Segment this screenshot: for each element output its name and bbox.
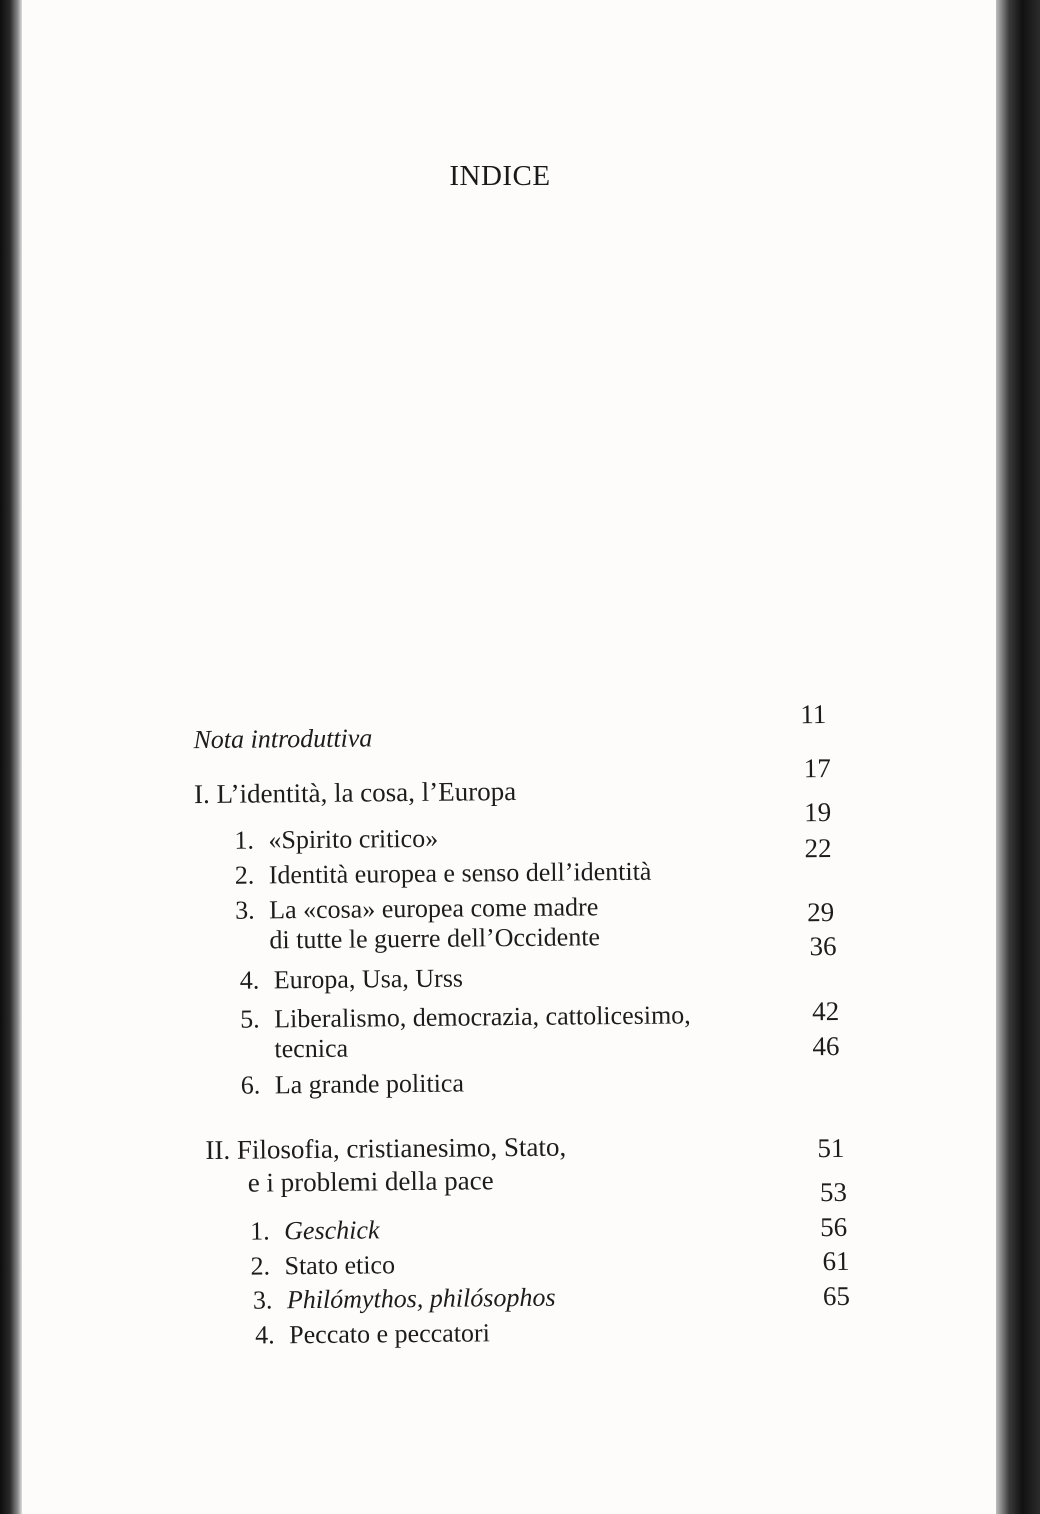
toc-page-number: 19 bbox=[804, 797, 832, 828]
toc-chapter-continuation: e i problemi della pace bbox=[247, 1165, 494, 1198]
toc-chapter-title: L’identità, la cosa, l’Europa bbox=[216, 776, 517, 809]
toc-section bbox=[234, 824, 438, 856]
toc-section-title: «Spirito critico» bbox=[268, 823, 439, 855]
toc-section bbox=[240, 1000, 691, 1034]
toc-section-number: 5. bbox=[240, 1004, 260, 1034]
toc-section bbox=[240, 964, 463, 996]
toc-chapter-1 bbox=[194, 776, 516, 809]
toc-section-title: Liberalismo, democrazia, cattolicesimo, bbox=[274, 1000, 691, 1034]
toc-section-number: 2. bbox=[250, 1251, 271, 1281]
toc-entry-title: Nota introduttiva bbox=[193, 723, 373, 755]
toc-section bbox=[255, 1318, 490, 1350]
toc-section-number: 4. bbox=[255, 1320, 275, 1350]
toc-section-title: La «cosa» europea come madre bbox=[268, 892, 599, 925]
toc-page-number: 17 bbox=[803, 753, 831, 784]
toc-section bbox=[253, 1283, 556, 1316]
toc-section-number: 4. bbox=[239, 965, 260, 995]
toc-section-number: 2. bbox=[234, 860, 255, 890]
toc-section-title: Europa, Usa, Urss bbox=[273, 963, 464, 995]
toc-section-number: 3. bbox=[252, 1285, 273, 1315]
toc-section-number: 6. bbox=[240, 1070, 261, 1100]
toc-section bbox=[235, 892, 598, 925]
toc-page-number: 53 bbox=[819, 1176, 848, 1208]
toc-section-number: 3. bbox=[234, 895, 255, 925]
toc-section-title: La grande politica bbox=[274, 1068, 465, 1100]
toc-chapter-number: I. bbox=[193, 778, 210, 810]
toc-section-title: Philómythos, philósophos bbox=[286, 1282, 556, 1315]
page-title: INDICE bbox=[449, 160, 551, 192]
toc-section-title: Stato etico bbox=[284, 1250, 396, 1281]
toc-section bbox=[250, 1215, 380, 1246]
toc-section-continuation: tecnica bbox=[274, 1033, 349, 1064]
toc-section-number: 1. bbox=[250, 1216, 270, 1246]
toc-page-number: 29 bbox=[807, 896, 835, 928]
toc-section-title: Identità europea e senso dell’identità bbox=[268, 856, 652, 890]
toc-section-continuation: di tutte le guerre dell’Occidente bbox=[269, 922, 601, 955]
toc-section bbox=[250, 1250, 395, 1281]
toc-page-number: 61 bbox=[822, 1245, 850, 1277]
toc-page-number: 51 bbox=[817, 1132, 845, 1164]
toc-section-title: Geschick bbox=[284, 1215, 380, 1246]
toc-section bbox=[235, 857, 652, 891]
toc-entry-intro bbox=[193, 723, 372, 755]
toc-section-title: Peccato e peccatori bbox=[289, 1318, 490, 1350]
toc-page-number: 56 bbox=[820, 1211, 848, 1243]
toc-section-number: 1. bbox=[234, 825, 255, 855]
toc-page-number: 46 bbox=[812, 1030, 840, 1062]
toc-page-number: 42 bbox=[811, 995, 840, 1027]
toc-chapter-title: Filosofia, cristianesimo, Stato, bbox=[236, 1131, 567, 1165]
toc-page-number: 65 bbox=[822, 1280, 850, 1312]
toc-page-number: 22 bbox=[804, 833, 832, 864]
toc-page-number: 11 bbox=[800, 699, 827, 730]
toc-section bbox=[241, 1069, 464, 1101]
toc-chapter-2 bbox=[205, 1132, 566, 1165]
toc-chapter-number: II. bbox=[205, 1134, 231, 1166]
toc-page-number: 36 bbox=[809, 930, 837, 962]
